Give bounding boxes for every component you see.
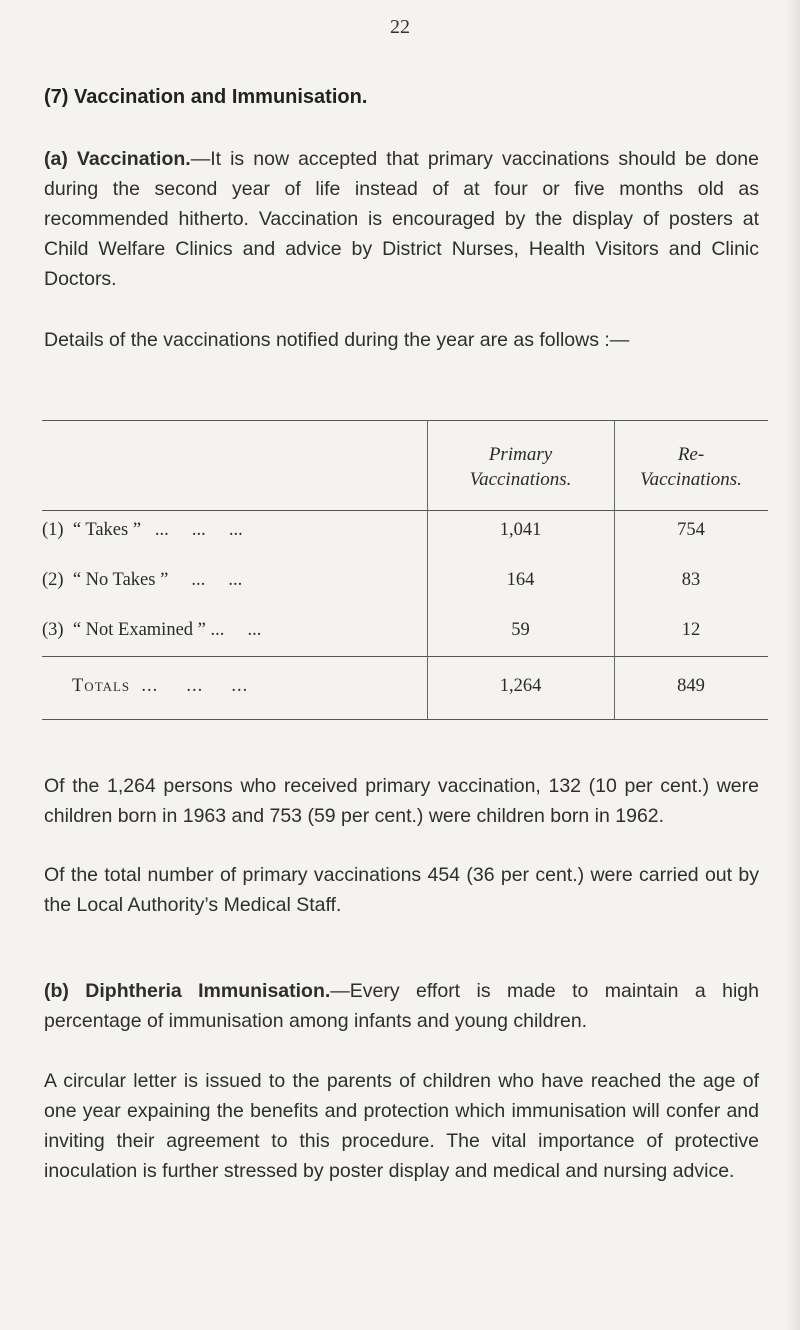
diphtheria-paragraph	[44, 976, 759, 1036]
header-line: Primary	[488, 444, 553, 465]
table-cell: 59	[511, 620, 530, 640]
diphtheria-lead: (b) Diphtheria Immunisation.	[44, 980, 331, 1002]
circular-letter-paragraph: A circular letter is issued to the parents of children who have reached the age of one year expaining the benefits and protection which immunisation will confer and inviting their agreement to this procedure. The vital importance of protective inoculation is further stressed by poster display and medical and nursing advice.	[44, 1070, 759, 1182]
header-line: Vaccinations.	[640, 469, 742, 490]
scan-edge-shadow	[786, 0, 800, 1330]
page-number: 22	[390, 16, 410, 38]
total-primary-paragraph: Of the total number of primary vaccinations 454 (36 per cent.) were carried out by the Local Authority’s Medical Staff.	[44, 864, 759, 916]
table-cell: 754	[677, 520, 705, 540]
totals-label: Totals ... ... ...	[72, 676, 249, 696]
re-vaccinations-header	[614, 442, 768, 492]
table-cell: 12	[681, 620, 701, 640]
table-cell: 1,041	[499, 520, 542, 540]
primary-vaccinations-header	[427, 442, 614, 492]
diphtheria-text: —Every effort is made to maintain a high percentage of immunisation among infants and young children.	[44, 980, 759, 1032]
table-bottom-rule	[42, 719, 768, 720]
row-label-takes: (1) “ Takes ” ... ... ...	[42, 520, 243, 540]
vaccination-table	[42, 420, 768, 720]
vaccination-text: —It is now accepted that primary vaccinations should be done during the second year of life instead of at four or five months old as recommended hitherto. Vaccination is encouraged by the display of posters at Child Welfare Clinics and advice by District Nurses, Health Visitors and Clinic Doctors.	[44, 148, 759, 290]
row-label-not-examined: (3) “ Not Examined ” ... ...	[42, 620, 262, 640]
totals-re: 849	[677, 676, 705, 696]
details-paragraph: Details of the vaccinations notified during the year are as follows :—	[44, 329, 630, 351]
table-top-rule	[42, 420, 768, 421]
table-cell: 164	[506, 570, 535, 590]
totals-primary: 1,264	[499, 676, 542, 696]
table-totals-rule	[42, 656, 768, 657]
table-header-rule	[42, 510, 768, 511]
section-heading: (7) Vaccination and Immunisation.	[44, 86, 368, 108]
row-label-no-takes: (2) “ No Takes ” ... ...	[42, 570, 243, 590]
header-line: Re-	[677, 444, 705, 465]
header-line: Vaccinations.	[469, 469, 572, 490]
primary-vaccination-paragraph: Of the 1,264 persons who received primary vaccination, 132 (10 per cent.) were children born in 1963 and 753 (59 per cent.) were children born in 1962.	[44, 775, 759, 827]
vaccination-paragraph	[44, 144, 759, 294]
table-cell: 83	[681, 570, 701, 590]
vaccination-lead: (a) Vaccination.	[44, 148, 191, 170]
